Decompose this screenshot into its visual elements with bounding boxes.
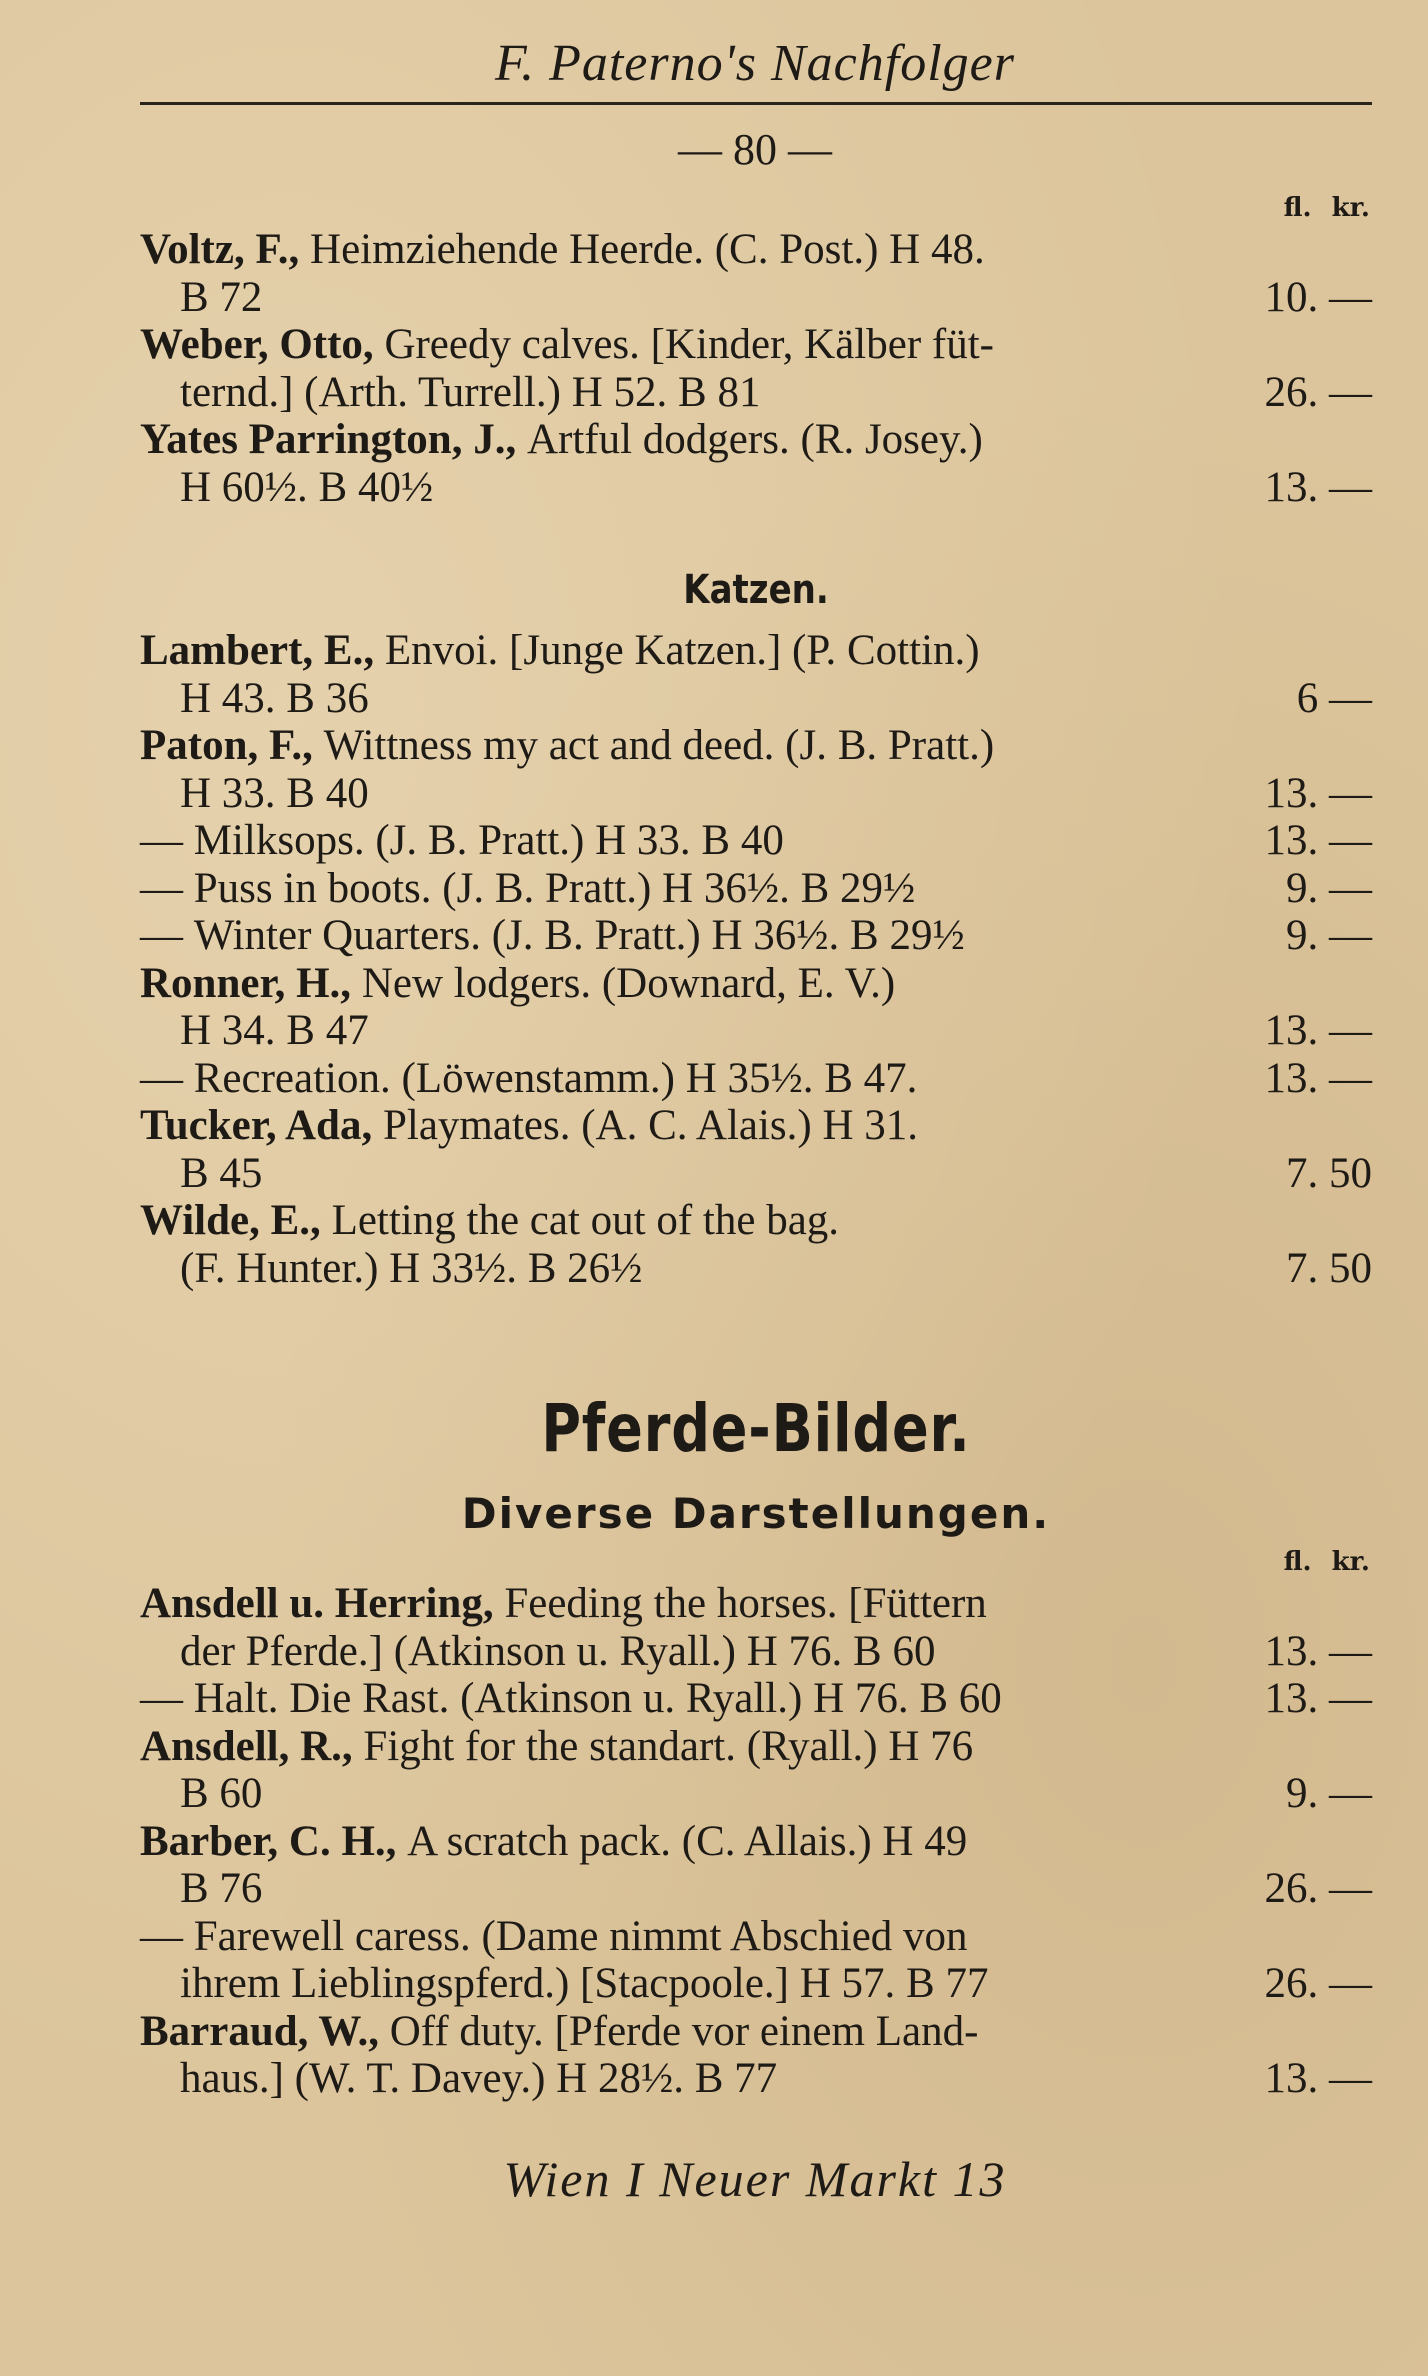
entry-line — [140, 1865, 1372, 1913]
price-column-header — [140, 190, 1372, 226]
entry-text: Recreation. (Löwenstamm.) H 35½. B 47. — [193, 1054, 918, 1102]
entry-price: 13. — — [1264, 817, 1372, 864]
price-column-header-2 — [140, 1544, 1372, 1580]
fl-label: fl. — [1283, 193, 1312, 223]
catalog-entry — [140, 226, 1372, 321]
entry-text: Feeding the horses. [Füttern — [504, 1580, 987, 1627]
entry-text: B 60 — [180, 1770, 263, 1817]
artist-name: Barber, C. H., — [140, 1817, 397, 1865]
entry-text: (F. Hunter.) H 33½. B 26½ — [180, 1244, 643, 1292]
catalog-entry — [140, 1580, 1372, 1675]
entry-text: H 34. B 47 — [180, 1007, 369, 1054]
entry-text: Off duty. [Pferde vor einem Land- — [389, 2007, 979, 2055]
artist-name: Ansdell, R., — [140, 1722, 353, 1770]
entry-line — [140, 1007, 1372, 1055]
entry-price: 9. — — [1286, 864, 1372, 912]
entry-text: ihrem Lieblingspferd.) [Stacpoole.] H 57. B 77 — [180, 1960, 989, 2007]
entry-price: 13. — — [1264, 1054, 1372, 1102]
entry-text: Fight for the standart. (Ryall.) H 76 — [363, 1722, 974, 1770]
entry-line — [140, 321, 1372, 369]
entry-text: Wittness my act and deed. (J. B. Pratt.) — [323, 722, 995, 769]
entry-price: 13. — — [1264, 1627, 1372, 1675]
page-footer: Wien I Neuer Markt 13 — [503, 2151, 1007, 2207]
section-katzen-entries — [140, 627, 1372, 1292]
catalog-entry — [140, 321, 1372, 416]
entry-line — [140, 1628, 1372, 1676]
entry-price: 26. — — [1264, 368, 1372, 416]
entry-line — [140, 960, 1372, 1008]
entry-price: 10. — — [1264, 273, 1372, 321]
entry-line — [140, 369, 1372, 417]
catalog-entry — [140, 960, 1372, 1055]
entry-line — [140, 416, 1372, 464]
entry-line — [140, 1818, 1372, 1866]
section-title-pferde: Pferde-Bilder. — [541, 1390, 971, 1467]
entry-text: Puss in boots. (J. B. Pratt.) H 36½. B 29½ — [193, 864, 916, 912]
entry-text: Halt. Die Rast. (Atkinson u. Ryall.) H 76. B 60 — [193, 1675, 1002, 1722]
entry-text: Milksops. (J. B. Pratt.) H 33. B 40 — [193, 817, 784, 864]
entry-price: 9. — — [1286, 1770, 1372, 1817]
entry-text: H 33. B 40 — [180, 769, 369, 817]
entry-text: Winter Quarters. (J. B. Pratt.) H 36½. B 29½ — [193, 912, 965, 959]
entry-line — [140, 274, 1372, 322]
entry-price: 26. — — [1264, 1960, 1372, 2007]
catalog-entry — [140, 1055, 1372, 1103]
entry-price: 9. — — [1286, 912, 1372, 959]
kr-label-2: kr. — [1331, 1547, 1370, 1577]
entry-price: 13. — — [1264, 769, 1372, 817]
entry-text: Heimziehende Heerde. (C. Post.) H 48. — [310, 226, 985, 273]
entry-line — [140, 464, 1372, 512]
catalog-entry — [140, 912, 1372, 960]
catalog-entry — [140, 627, 1372, 722]
entry-line — [140, 1197, 1372, 1245]
entry-line — [140, 627, 1372, 675]
artist-name: Tucker, Ada, — [140, 1102, 373, 1149]
entry-text: Greedy calves. [Kinder, Kälber füt- — [384, 321, 994, 368]
artist-name: Paton, F., — [140, 722, 313, 769]
catalog-entry — [140, 416, 1372, 511]
section-subtitle-pferde: Diverse Darstellungen. — [461, 1489, 1051, 1538]
entry-text: New lodgers. (Downard, E. V.) — [361, 959, 896, 1007]
entry-line — [140, 770, 1372, 818]
artist-name: — — [140, 1912, 183, 1960]
catalog-entry — [140, 2008, 1372, 2103]
entry-line — [140, 1055, 1372, 1103]
entry-text: B 72 — [180, 273, 263, 321]
entry-price: 13. — — [1264, 463, 1372, 511]
entry-price: 6 — — [1296, 674, 1372, 722]
catalog-entry — [140, 1818, 1372, 1913]
artist-name: — — [140, 864, 183, 912]
entry-line — [140, 912, 1372, 960]
artist-name: Weber, Otto, — [140, 321, 374, 368]
catalog-entry — [140, 1913, 1372, 2008]
entry-line — [140, 226, 1372, 274]
entry-price: 7. 50 — [1286, 1149, 1372, 1197]
entry-line — [140, 1770, 1372, 1818]
catalog-entry — [140, 722, 1372, 817]
entry-line — [140, 865, 1372, 913]
entry-line — [140, 2008, 1372, 2056]
entry-text: der Pferde.] (Atkinson u. Ryall.) H 76. B 60 — [180, 1627, 936, 1675]
entry-line — [140, 1150, 1372, 1198]
catalog-entry — [140, 1102, 1372, 1197]
running-head: F. Paterno's Nachfolger — [495, 35, 1015, 92]
entry-text: haus.] (W. T. Davey.) H 28½. B 77 — [180, 2055, 778, 2102]
entry-text: Artful dodgers. (R. Josey.) — [526, 416, 983, 463]
entry-text: B 76 — [180, 1865, 263, 1912]
section-title-katzen: Katzen. — [683, 567, 829, 613]
section-cattle-entries — [140, 226, 1372, 511]
artist-name: Ansdell u. Herring, — [140, 1580, 494, 1627]
catalog-entry — [140, 817, 1372, 865]
entry-text: B 45 — [180, 1149, 263, 1197]
entry-price: 26. — — [1264, 1865, 1372, 1912]
entry-text: A scratch pack. (C. Allais.) H 49 — [407, 1817, 968, 1865]
header-rule — [140, 102, 1372, 105]
entry-price: 13. — — [1264, 1675, 1372, 1722]
artist-name: — — [140, 817, 183, 864]
entry-line — [140, 2055, 1372, 2103]
entry-line — [140, 1960, 1372, 2008]
artist-name: Barraud, W., — [140, 2007, 379, 2055]
entry-line — [140, 1102, 1372, 1150]
entry-price: 13. — — [1264, 1007, 1372, 1054]
artist-name: Voltz, F., — [140, 226, 300, 273]
catalog-content — [140, 190, 1372, 2103]
kr-label: kr. — [1331, 193, 1370, 223]
section-pferde-entries — [140, 1580, 1372, 2103]
artist-name: Lambert, E., — [140, 627, 375, 674]
artist-name: Yates Parrington, J., — [140, 416, 517, 463]
artist-name: — — [140, 912, 183, 959]
entry-text: Envoi. [Junge Katzen.] (P. Cottin.) — [384, 627, 980, 674]
entry-price: 7. 50 — [1286, 1244, 1372, 1292]
catalog-entry — [140, 1675, 1372, 1723]
entry-text: Playmates. (A. C. Alais.) H 31. — [382, 1102, 919, 1149]
catalog-entry — [140, 1723, 1372, 1818]
catalog-entry — [140, 1197, 1372, 1292]
artist-name: Ronner, H., — [140, 959, 352, 1007]
entry-line — [140, 1580, 1372, 1628]
entry-line — [140, 1245, 1372, 1293]
artist-name: — — [140, 1054, 183, 1102]
artist-name: Wilde, E., — [140, 1197, 321, 1244]
entry-text: Farewell caress. (Dame nimmt Abschied von — [193, 1912, 968, 1960]
entry-line — [140, 1675, 1372, 1723]
entry-text: Letting the cat out of the bag. — [331, 1197, 840, 1244]
entry-text: ternd.] (Arth. Turrell.) H 52. B 81 — [180, 368, 761, 416]
entry-line — [140, 1723, 1372, 1771]
fl-label-2: fl. — [1283, 1547, 1312, 1577]
entry-text: H 60½. B 40½ — [180, 463, 434, 511]
catalog-entry — [140, 865, 1372, 913]
entry-price: 13. — — [1264, 2055, 1372, 2102]
entry-line — [140, 722, 1372, 770]
entry-text: H 43. B 36 — [180, 674, 369, 722]
artist-name: — — [140, 1675, 183, 1722]
entry-line — [140, 1913, 1372, 1961]
entry-line — [140, 817, 1372, 865]
entry-line — [140, 675, 1372, 723]
page-number: — 80 — — [678, 125, 832, 174]
